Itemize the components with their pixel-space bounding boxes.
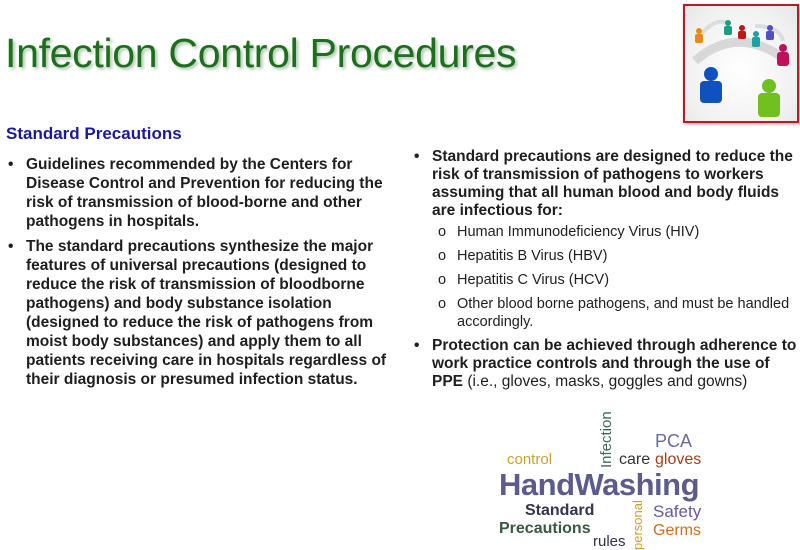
- word-handwashing: HandWashing: [499, 467, 700, 502]
- circle-bullet-icon: o: [438, 224, 447, 240]
- people-network-image: [683, 4, 799, 123]
- bullet-icon: •: [8, 238, 14, 255]
- sub-item-text: Other blood borne pathogens, and must be handled accordingly.: [457, 296, 790, 330]
- bullet-text: The standard precautions synthesize the major features of universal precautions (designed to reduce the risk of transmission of bloodborne pathogens) and body substance isolation (designed to reduce the risk of pathogens from moist body substances) and apply them to all patients receiving care in hospitals regardless of their diagnosis or presumed infection status.: [26, 238, 387, 388]
- word-care: care: [619, 451, 651, 468]
- bullet-text: Standard precautions are designed to reduce the risk of transmission of pathogens to workers assuming that all human blood and body fluids are infectious for:: [432, 148, 793, 219]
- circle-bullet-icon: o: [438, 272, 447, 288]
- bullet-icon: •: [414, 337, 420, 354]
- bullet-text-bold: Protection can be achieved through adherence to work practice controls and through the use of PPE: [432, 337, 797, 390]
- word-pca: PCA: [655, 431, 693, 451]
- word-cloud-image: [495, 412, 715, 550]
- bullet-item: [414, 337, 799, 391]
- word-gloves: gloves: [655, 451, 702, 468]
- section-heading: Standard Precautions: [6, 124, 182, 143]
- sub-item-text: Hepatitis C Virus (HCV): [457, 272, 610, 288]
- bullet-text: Guidelines recommended by the Centers for Disease Control and Prevention for reducing the risk of transmission of blood-borne and other pathogens in hospitals.: [26, 156, 383, 230]
- sub-item: [414, 223, 799, 241]
- circle-bullet-icon: o: [438, 248, 447, 264]
- word-infection: Infection: [598, 411, 615, 468]
- word-precautions: Precautions: [499, 520, 591, 537]
- right-column: [414, 148, 799, 391]
- sub-item-text: Human Immunodeficiency Virus (HIV): [457, 224, 700, 240]
- word-safety: Safety: [653, 502, 702, 521]
- bullet-item: [414, 148, 799, 220]
- word-standard: Standard: [525, 502, 595, 519]
- bullet-icon: •: [8, 156, 14, 173]
- circle-bullet-icon: o: [438, 296, 447, 312]
- left-column: [8, 155, 393, 395]
- bullet-item: [8, 155, 393, 231]
- bullet-text-normal: (i.e., gloves, masks, goggles and gowns): [463, 373, 748, 390]
- bullet-item: [8, 237, 393, 389]
- slide-title: Infection Control Procedures: [5, 30, 517, 76]
- word-control: control: [507, 451, 553, 468]
- word-germs: Germs: [653, 522, 701, 539]
- bullet-icon: •: [414, 148, 420, 165]
- word-rules: rules: [593, 533, 626, 550]
- sub-item: [414, 295, 799, 331]
- sub-item-text: Hepatitis B Virus (HBV): [457, 248, 608, 264]
- people-network-icon: [685, 6, 797, 121]
- sub-item: [414, 271, 799, 289]
- sub-item: [414, 247, 799, 265]
- word-personal: personal: [630, 500, 645, 550]
